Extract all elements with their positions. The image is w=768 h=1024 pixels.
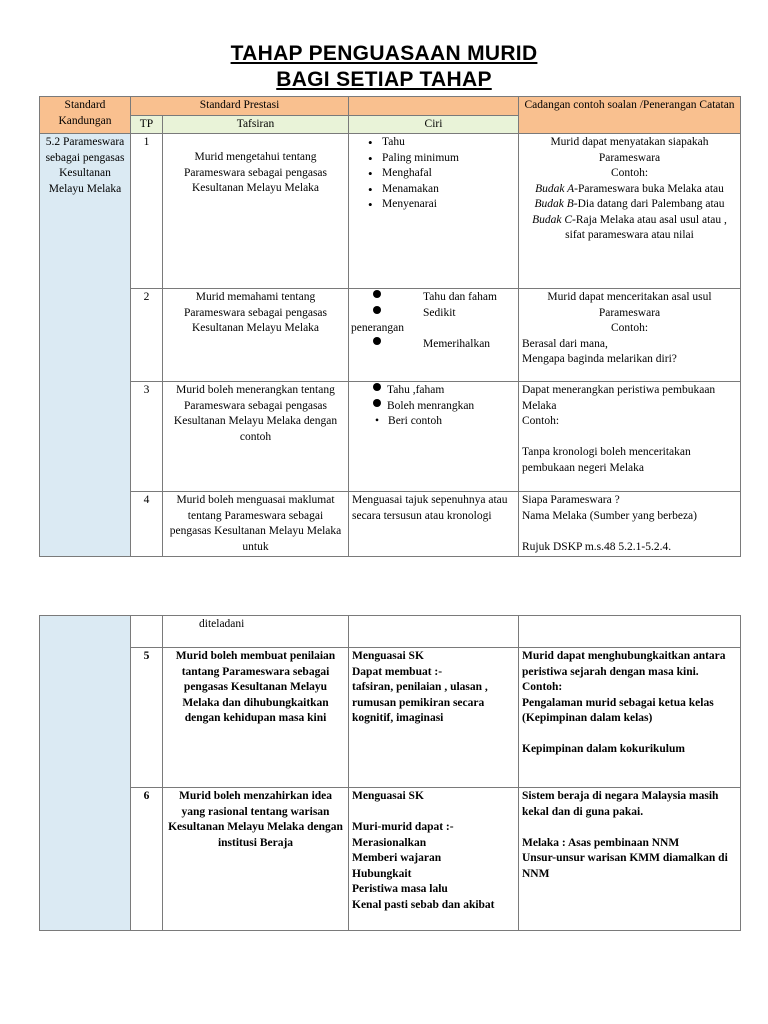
header-tp: TP — [131, 115, 163, 134]
header-empty — [349, 97, 519, 116]
tafsiran-cell: Murid boleh membuat penilaian tantang Parameswara sebagai pengasas Kesultanan Melayu Melaka dan dihubungkaitkan dengan kehidupan masa kini — [163, 648, 349, 788]
header-standard-kandungan: Standard Kandungan — [40, 97, 131, 134]
table-row — [40, 648, 741, 788]
tafsiran-cell: Murid boleh menguasai maklumat tentang Parameswara sebagai pengasas Kesultanan Melayu Melaka untuk — [163, 492, 349, 557]
tp-cell — [131, 616, 163, 648]
ciri-cell: Tahu dan faham Sedikit penerangan Memerihalkan — [349, 289, 519, 382]
header-standard-prestasi: Standard Prestasi — [131, 97, 349, 116]
standard-kandungan-cell — [40, 616, 131, 931]
catatan-cell — [519, 616, 741, 648]
ciri-cell: Menguasai SK Dapat membuat :- tafsiran, penilaian , ulasan , rumusan pemikiran secara kognitif, imaginasi — [349, 648, 519, 788]
bullet-dot: • — [375, 415, 380, 427]
tafsiran-cell: Murid boleh menerangkan tentang Parameswara sebagai pengasas Kesultanan Melayu Melaka dengan contoh — [163, 382, 349, 492]
table-row — [40, 289, 741, 382]
header-cadangan: Cadangan contoh soalan /Penerangan Catatan — [519, 97, 741, 134]
ciri-item: • Paling minimum — [382, 151, 515, 167]
prestasi-table-2 — [39, 615, 741, 931]
tp-cell: 4 — [131, 492, 163, 557]
tp-cell: 3 — [131, 382, 163, 492]
tp-cell: 5 — [131, 648, 163, 788]
tp-cell: 1 — [131, 134, 163, 289]
page-title-line2: BAGI SETIAP TAHAP — [276, 68, 492, 91]
ciri-item: • Menamakan — [382, 182, 515, 198]
tafsiran-cell: Murid memahami tentang Parameswara sebagai pengasas Kesultanan Melayu Melaka — [163, 289, 349, 382]
tafsiran-cell: diteladani — [163, 616, 349, 648]
bullet-dot — [373, 290, 381, 298]
catatan-cell: Murid dapat menyatakan siapakah Parameswara Contoh: Budak A-Parameswara buka Melaka atau Budak B-Dia datang dari Palembang atau Budak C-Raja Melaka atau asal usul atau , sifat parameswara atau nilai — [519, 134, 741, 289]
ciri-item: • Menyenarai — [382, 197, 515, 213]
bullet-dot — [373, 337, 381, 345]
standard-kandungan-cell: 5.2 Parameswara sebagai pengasas Kesultanan Melayu Melaka — [40, 134, 131, 557]
catatan-cell: Murid dapat menghubungkaitkan antara peristiwa sejarah dengan masa kini. Contoh: Pengalaman murid sebagai ketua kelas (Kepimpinan dalam kelas) Kepimpinan dalam kokurikulum — [519, 648, 741, 788]
tafsiran-cell: Murid boleh menzahirkan idea yang rasional tentang warisan Kesultanan Melayu Melaka dengan institusi Beraja — [163, 788, 349, 931]
ciri-cell — [349, 134, 519, 289]
table-row — [40, 134, 741, 289]
catatan-cell: Murid dapat menceritakan asal usul Parameswara Contoh: Berasal dari mana, Mengapa baginda melarikan diri? — [519, 289, 741, 382]
ciri-cell — [349, 616, 519, 648]
bullet-dot — [373, 383, 381, 391]
catatan-cell: Dapat menerangkan peristiwa pembukaan Melaka Contoh: Tanpa kronologi boleh menceritakan pembukaan negeri Melaka — [519, 382, 741, 492]
header-ciri: Ciri — [349, 115, 519, 134]
table-row — [40, 492, 741, 557]
ciri-item: • Menghafal — [382, 166, 515, 182]
ciri-cell: Tahu ,faham Boleh menrangkan • Beri contoh — [349, 382, 519, 492]
bullet-dot — [373, 399, 381, 407]
catatan-cell: Siapa Parameswara ? Nama Melaka (Sumber yang berbeza) Rujuk DSKP m.s.48 5.2.1-5.2.4. — [519, 492, 741, 557]
table-row — [40, 616, 741, 648]
ciri-cell: Menguasai tajuk sepenuhnya atau secara tersusun atau kronologi — [349, 492, 519, 557]
ciri-cell: Menguasai SK Muri-murid dapat :- Merasionalkan Memberi wajaran Hubungkait Peristiwa masa lalu Kenal pasti sebab dan akibat — [349, 788, 519, 931]
table-row — [40, 382, 741, 492]
tp-cell: 6 — [131, 788, 163, 931]
tp-cell: 2 — [131, 289, 163, 382]
tafsiran-cell: Murid mengetahui tentang Parameswara sebagai pengasas Kesultanan Melayu Melaka — [163, 134, 349, 289]
header-tafsiran: Tafsiran — [163, 115, 349, 134]
ciri-item: • Tahu — [382, 135, 515, 151]
prestasi-table-1 — [39, 96, 741, 557]
bullet-dot — [373, 306, 381, 314]
page-title-line1: TAHAP PENGUASAAN MURID — [230, 42, 538, 65]
catatan-cell: Sistem beraja di negara Malaysia masih kekal dan di guna pakai. Melaka : Asas pembinaan NNM Unsur-unsur warisan KMM diamalkan di NNM — [519, 788, 741, 931]
table-row — [40, 788, 741, 931]
